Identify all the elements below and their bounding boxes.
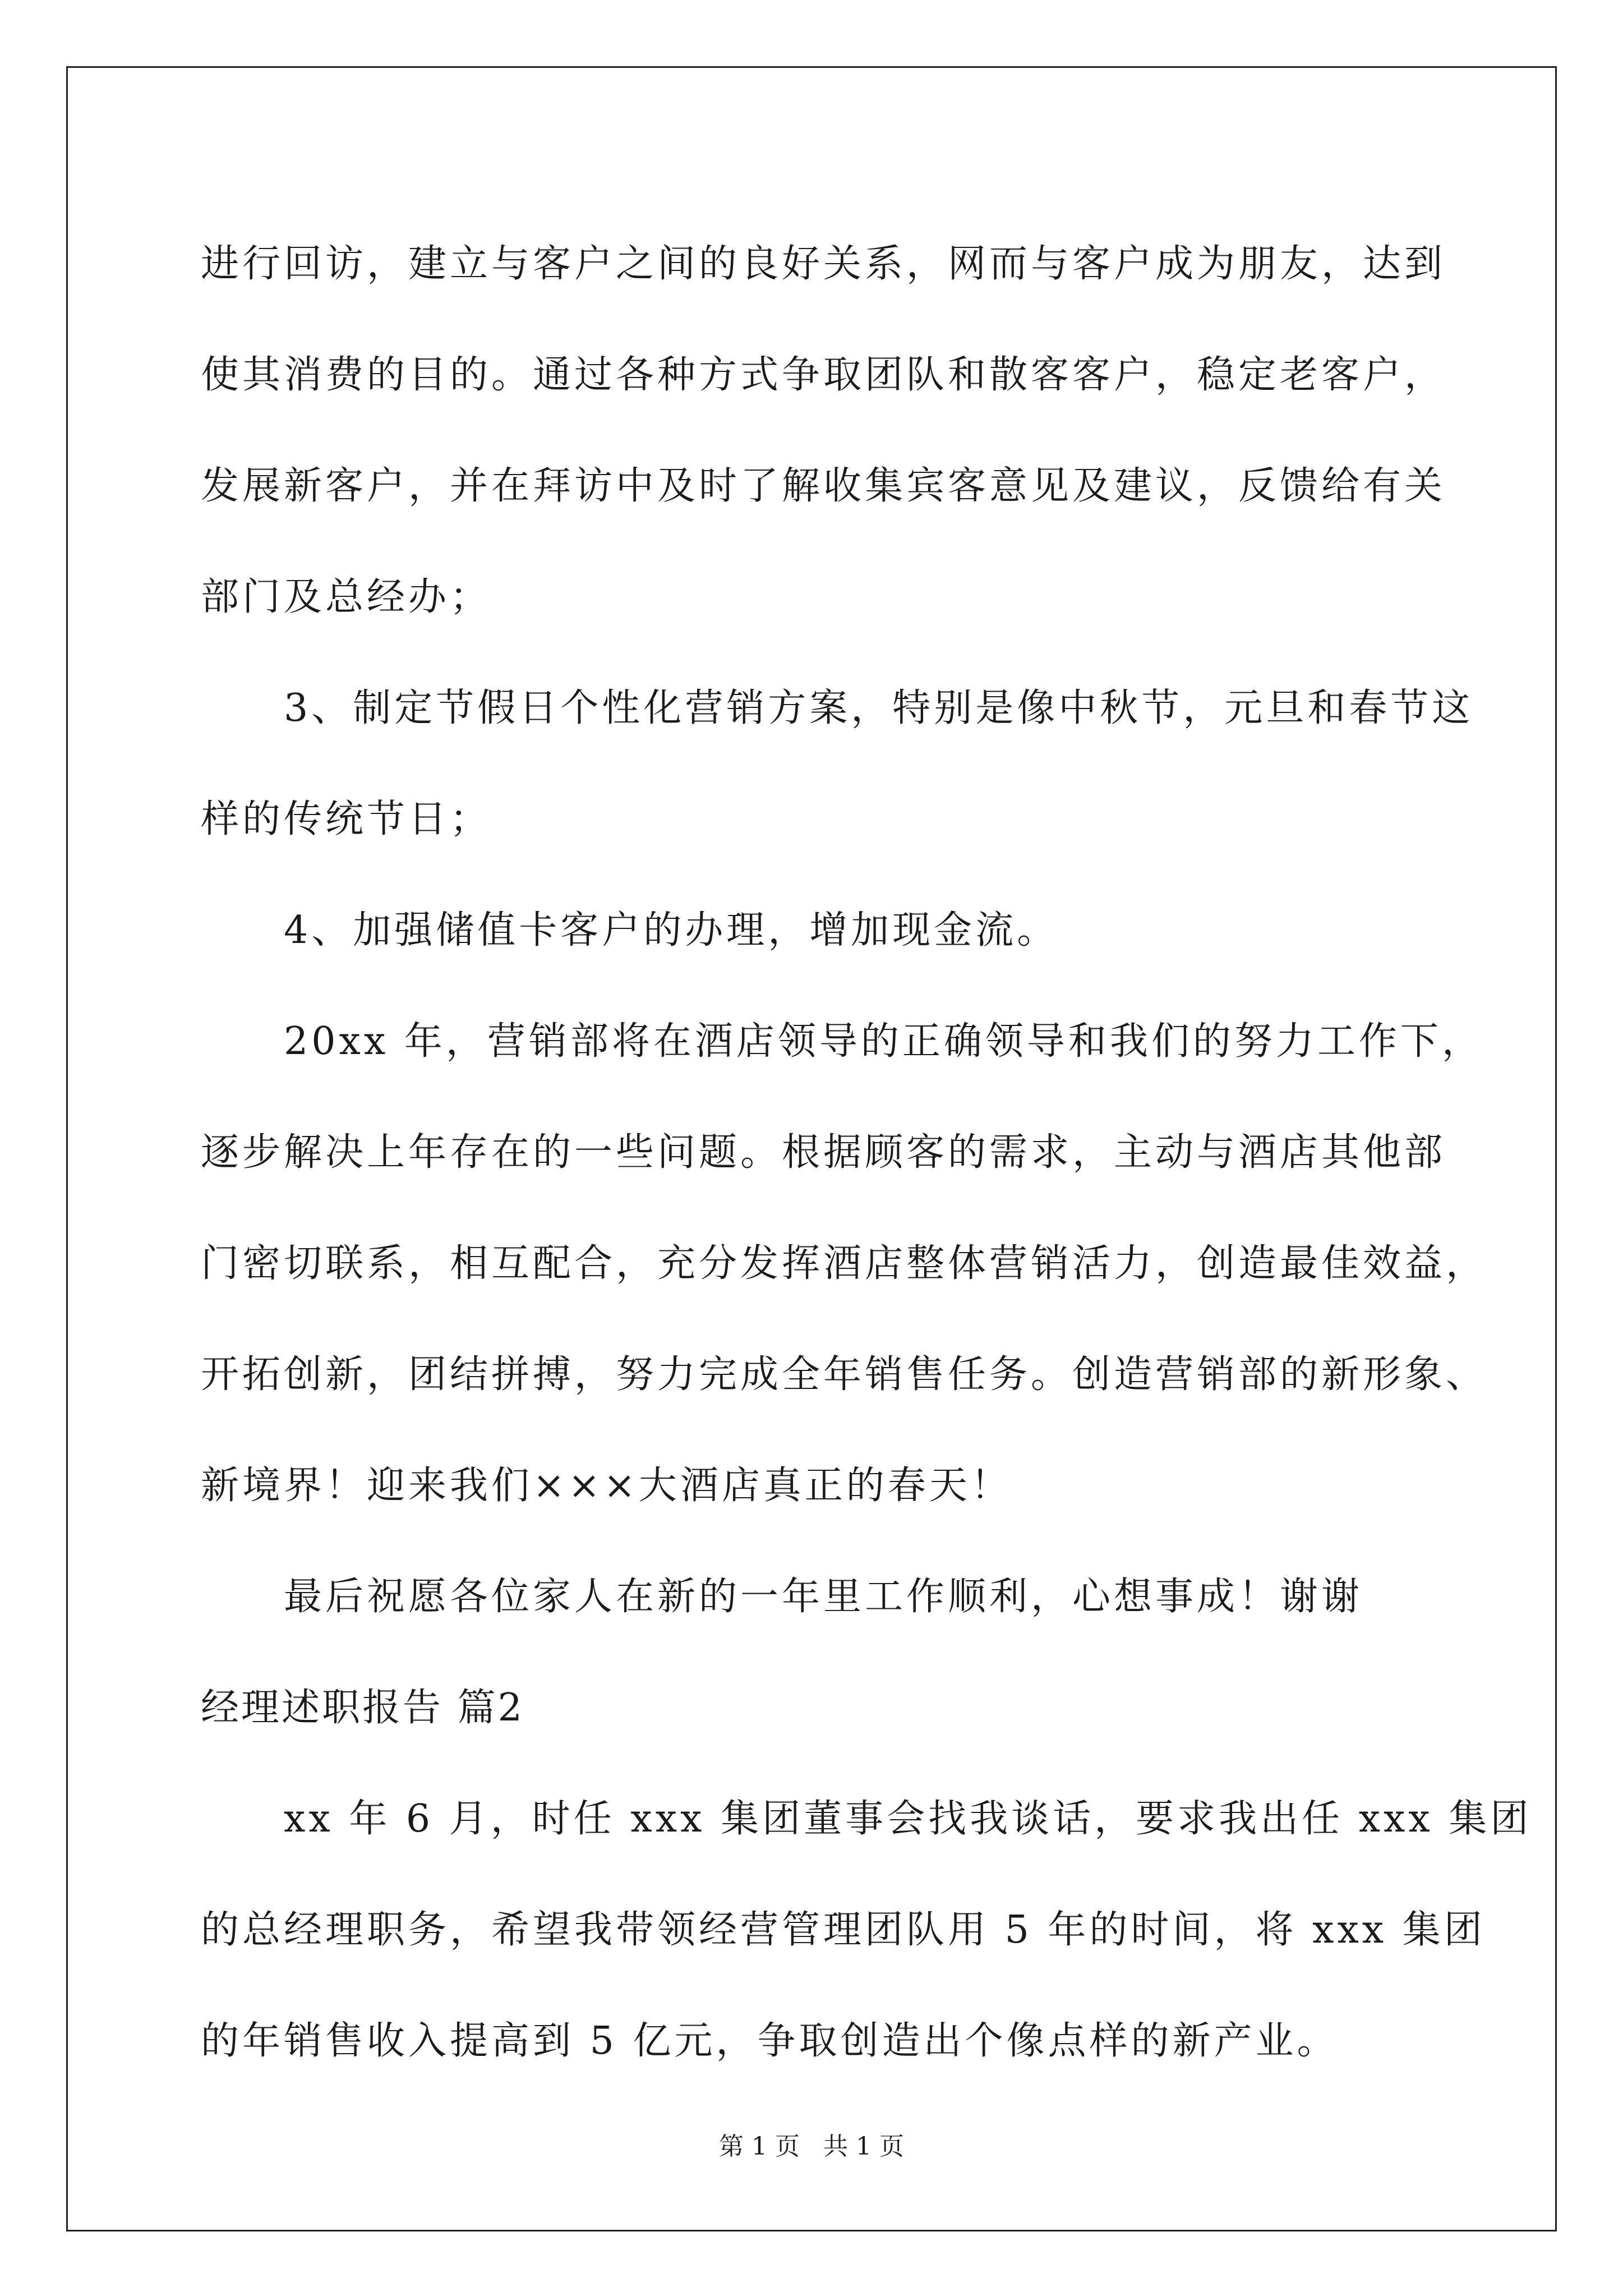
text-line: xx 年 6 月，时任 xxx 集团董事会找我谈话，要求我出任 xxx 集团 [284, 1797, 1532, 1841]
text-line: 使其消费的目的。通过各种方式争取团队和散客客户，稳定老客户， [201, 353, 1446, 397]
text-line: 逐步解决上年存在的一些问题。根据顾客的需求，主动与酒店其他部 [201, 1130, 1446, 1175]
text-line: 发展新客户，并在拜访中及时了解收集宾客意见及建议，反馈给有关 [201, 464, 1446, 508]
section-heading: 经理述职报告 篇2 [201, 1686, 524, 1730]
text-line: 进行回访，建立与客户之间的良好关系，网而与客户成为朋友，达到 [201, 242, 1446, 286]
text-line: 门密切联系，相互配合，充分发挥酒店整体营销活力，创造最佳效益， [201, 1241, 1488, 1286]
document-body [201, 209, 1532, 2097]
text-line: 4、加强储值卡客户的办理，增加现金流。 [284, 908, 1059, 953]
text-line: 新境界！迎来我们×××大酒店真正的春天！ [201, 1464, 1012, 1508]
text-line: 的总经理职务，希望我带领经营管理团队用 5 年的时间，将 xxx 集团 [201, 1908, 1486, 1952]
text-line: 20xx 年，营销部将在酒店领导的正确领导和我们的努力工作下， [284, 1019, 1483, 1064]
text-line: 样的传统节日； [201, 797, 492, 841]
page-number-footer: 第 1 页 共 1 页 [719, 2132, 904, 2161]
text-line: 3、制定节假日个性化营销方案，特别是像中秋节，元旦和春节这 [284, 686, 1474, 730]
text-line: 的年销售收入提高到 5 亿元，争取创造出个像点样的新产业。 [201, 2019, 1339, 2063]
text-line: 部门及总经办； [201, 575, 492, 619]
text-line: 开拓创新，团结拼搏，努力完成全年销售任务。创造营销部的新形象、 [201, 1352, 1488, 1397]
text-line: 最后祝愿各位家人在新的一年里工作顺利，心想事成！谢谢 [284, 1575, 1363, 1619]
